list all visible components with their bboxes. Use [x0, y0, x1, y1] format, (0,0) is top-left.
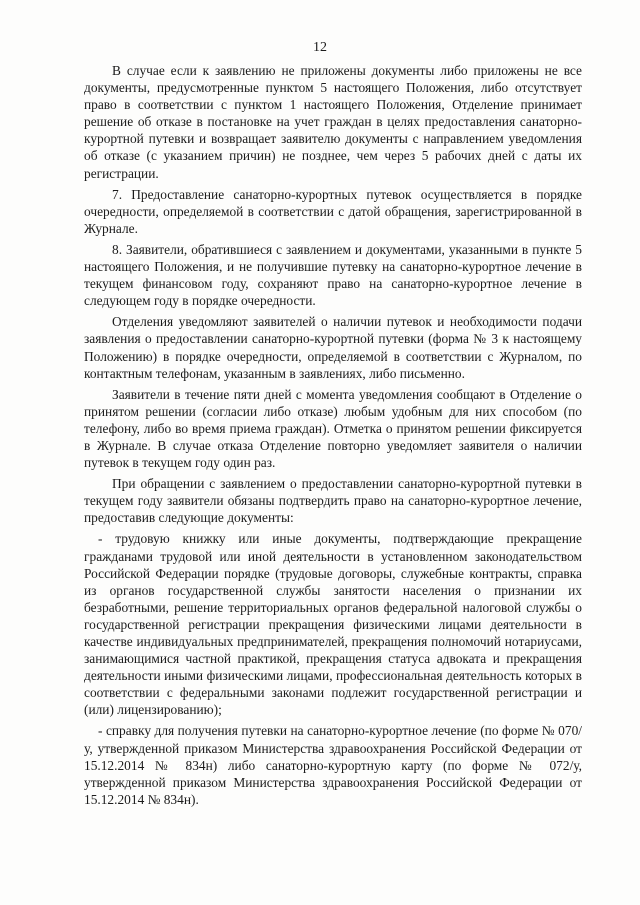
- list-item-medical-certificate: - справку для получения путевки на санаторно-курортное лечение (по форме № 070/у, утвержденной приказом Министерства здравоохранения Российской Федерации от 15.12.2014 № 834н) либо санаторно-курортную карту (по форме № 072/у, утвержденной приказом Министерства здравоохранения Российской Федерации от 15.12.2014 № 834н).: [84, 723, 582, 807]
- paragraph-item-7: 7. Предоставление санаторно-курортных путевок осуществляется в порядке очередности, определяемой в соответствии с датой обращения, зарегистрированной в Журнале.: [84, 186, 582, 236]
- page-number: 12: [313, 40, 327, 55]
- paragraph-notification: Отделения уведомляют заявителей о наличии путевок и необходимости подачи заявления о предоставлении санаторно-курортной путевки (форма № 3 к настоящему Положению) в порядке очередности, определяемой в соответствии с Журналом, по контактным телефонам, указанным в заявлениях, либо письменно.: [84, 314, 582, 381]
- paragraph-item-8: 8. Заявители, обратившиеся с заявлением и документами, указанными в пункте 5 настоящего Положения, и не получившие путевку на санаторно-курортное лечение в текущем финансовом году, сохраняют право на санаторно-курортное лечение в следующем году в порядке очередности.: [84, 241, 582, 309]
- list-item-employment-record: - трудовую книжку или иные документы, подтверждающие прекращение гражданами трудовой или иной деятельности в установленном законодательством Российской Федерации порядке (трудовые договоры, служебные контракты, справка из органов государственной службы занятости населения о признании их безработными, решение территориальных органов федеральной налоговой службы о государственной регистрации прекращения физическими лицами деятельности в качестве индивидуальных предпринимателей, прекращения полномочий нотариусами, занимающимися частной практикой, прекращения статуса адвоката и прекращения деятельности иными физическими лицами, профессиональная деятельность которых в соответствии с федеральными законами подлежит государственной регистрации и (или) лицензированию);: [84, 531, 582, 718]
- document-body: [84, 62, 582, 812]
- paragraph-response: Заявители в течение пяти дней с момента уведомления сообщают в Отделение о принятом решении (согласии либо отказе) любым удобным для них способом (по телефону, либо во время приема граждан). Отметка о принятом решении фиксируется в Журнале. В случае отказа Отделение повторно уведомляет заявителя о наличии путевок в текущем году один раз.: [84, 386, 582, 471]
- paragraph-refusal: В случае если к заявлению не приложены документы либо приложены не все документы, предусмотренные пунктом 5 настоящего Положения, либо отсутствует право в соответствии с пунктом 1 настоящего Положения, Отделение принимает решение об отказе в постановке на учет граждан в целях предоставления санаторно-курортной путевки и возвращает заявителю документы с направлением уведомления об отказе (с указанием причин) не позднее, чем через 5 рабочих дней с даты их регистрации.: [84, 63, 582, 181]
- paragraph-documents-intro: При обращении с заявлением о предоставлении санаторно-курортной путевки в текущем году заявители обязаны подтвердить право на санаторно-курортное лечение, предоставив следующие документы:: [84, 476, 582, 526]
